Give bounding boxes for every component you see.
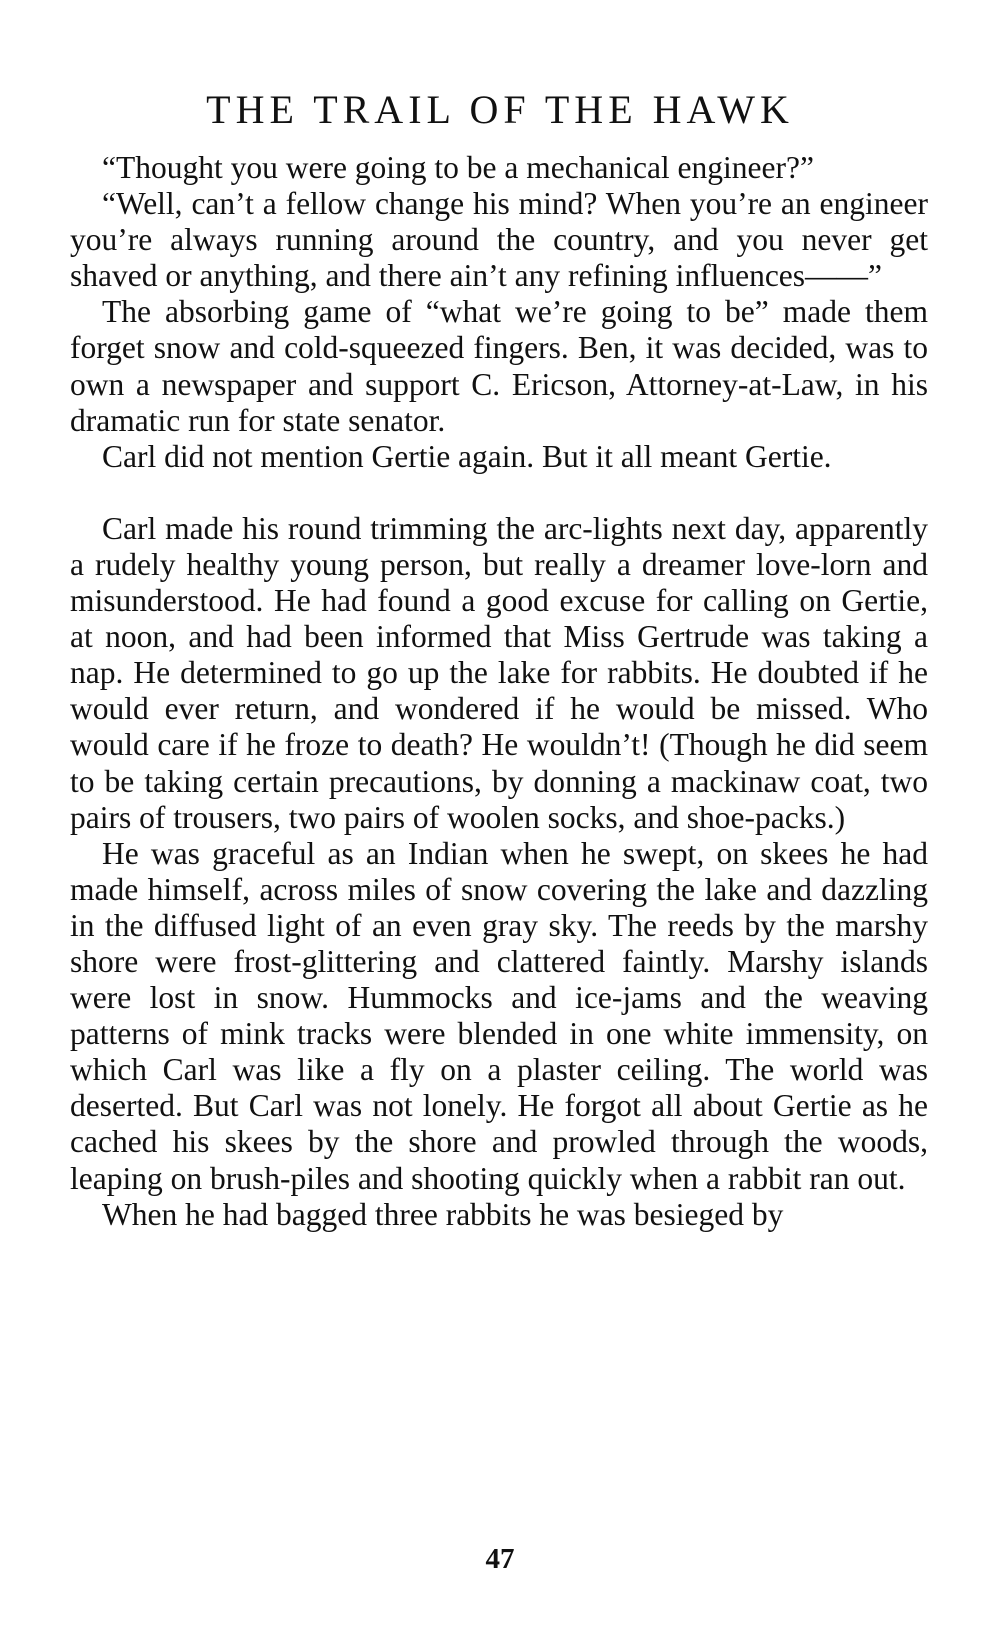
page-number: 47 [485, 1543, 515, 1575]
paragraph: “Well, can’t a fellow change his mind? When you’re an engineer you’re always running around the country, and you never get shaved or anything, and there ain’t any refining influences——” [70, 186, 928, 294]
paragraph: The absorbing game of “what we’re going to be” made them forget snow and cold-squeezed fingers. Ben, it was decided, was to own a newspaper and support C. Ericson, Attorney-at-Law, in his dramatic run for state senator. [70, 294, 928, 438]
paragraph: “Thought you were going to be a mechanical engineer?” [102, 150, 814, 185]
paragraph-last: When he had bagged three rabbits he was besieged by [102, 1196, 784, 1232]
paragraph: Carl made his round trimming the arc-lights next day, apparently a rudely healthy young person, but really a dreamer love-lorn and misunderstood. He had found a good excuse for calling on Gertie, at noon, and had been informed that Miss Gertrude was taking a nap. He determined to go up the lake for rabbits. He doubted if he would ever return, and wondered if he would be missed. Who would care if he froze to death? He wouldn’t! (Though he did seem to be taking certain precautions, by donning a mackinaw coat, two pairs of trousers, two pairs of woolen socks, and shoe-packs.) [70, 510, 928, 835]
paragraph: Carl did not mention Gertie again. But it all meant Gertie. [102, 438, 832, 474]
paragraph: He was graceful as an Indian when he swept, on skees he had made himself, across miles of snow covering the lake and dazzling in the diffused light of an even gray sky. The reeds by the marshy shore were frost-glittering and clattered faintly. Marshy islands were lost in snow. Hummocks and ice-jams and the weaving patterns of mink tracks were blended in one white immensity, on which Carl was like a fly on a plaster ceiling. The world was deserted. But Carl was not lonely. He forgot all about Gertie as he cached his skees by the shore and prowled through the woods, leaping on brush-piles and shooting quickly when a rabbit ran out. [70, 835, 928, 1196]
running-head: THE TRAIL OF THE HAWK [206, 87, 794, 132]
body-text [70, 150, 928, 1233]
